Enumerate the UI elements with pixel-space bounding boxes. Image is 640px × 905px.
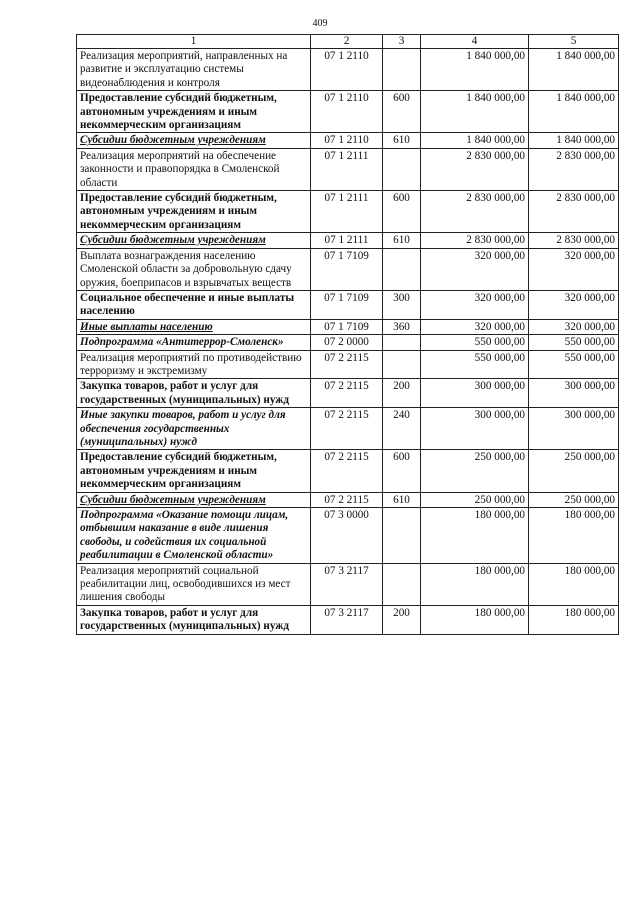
table-row xyxy=(77,563,619,605)
table-row xyxy=(77,319,619,334)
row-sum-cell: 2 830 000,00 xyxy=(529,191,619,233)
row-sum-cell: 250 000,00 xyxy=(529,450,619,492)
row-type-cell: 600 xyxy=(383,91,421,133)
row-name-cell: Подпрограмма «Антитеррор-Смоленск» xyxy=(77,335,311,350)
row-name-cell: Субсидии бюджетным учреждениям xyxy=(77,492,311,507)
row-sum-cell: 250 000,00 xyxy=(421,492,529,507)
row-type-cell: 610 xyxy=(383,233,421,248)
table-row xyxy=(77,233,619,248)
row-type-cell: 200 xyxy=(383,605,421,634)
table-row xyxy=(77,133,619,148)
row-sum-cell: 2 830 000,00 xyxy=(421,191,529,233)
header-col-2: 2 xyxy=(311,35,383,49)
row-type-cell xyxy=(383,49,421,91)
row-sum-cell: 2 830 000,00 xyxy=(421,233,529,248)
row-sum-cell: 250 000,00 xyxy=(421,450,529,492)
row-code-cell: 07 2 0000 xyxy=(311,335,383,350)
row-sum-cell: 320 000,00 xyxy=(421,290,529,319)
row-name-cell: Социальное обеспечение и иные выплаты населению xyxy=(77,290,311,319)
row-sum-cell: 1 840 000,00 xyxy=(529,133,619,148)
table-row xyxy=(77,350,619,379)
row-name-cell: Выплата вознаграждения населению Смоленской области за добровольную сдачу оружия, боеприпасов и взрывчатых веществ xyxy=(77,248,311,290)
row-code-cell: 07 2 2115 xyxy=(311,379,383,408)
table-row xyxy=(77,408,619,450)
header-col-3: 3 xyxy=(383,35,421,49)
row-code-cell: 07 2 2115 xyxy=(311,408,383,450)
row-sum-cell: 320 000,00 xyxy=(529,290,619,319)
header-col-1: 1 xyxy=(77,35,311,49)
row-type-cell: 360 xyxy=(383,319,421,334)
row-type-cell xyxy=(383,350,421,379)
row-sum-cell: 1 840 000,00 xyxy=(421,133,529,148)
row-sum-cell: 320 000,00 xyxy=(421,319,529,334)
budget-table xyxy=(76,34,619,635)
row-code-cell: 07 2 2115 xyxy=(311,450,383,492)
row-type-cell xyxy=(383,508,421,564)
row-code-cell: 07 1 2111 xyxy=(311,233,383,248)
row-type-cell: 300 xyxy=(383,290,421,319)
row-sum-cell: 300 000,00 xyxy=(529,379,619,408)
row-name-cell: Закупка товаров, работ и услуг для государственных (муниципальных) нужд xyxy=(77,605,311,634)
table-row xyxy=(77,492,619,507)
row-sum-cell: 550 000,00 xyxy=(529,350,619,379)
row-code-cell: 07 3 0000 xyxy=(311,508,383,564)
row-code-cell: 07 1 2111 xyxy=(311,191,383,233)
row-type-cell xyxy=(383,248,421,290)
table-row xyxy=(77,508,619,564)
row-code-cell: 07 1 2110 xyxy=(311,91,383,133)
table-row xyxy=(77,290,619,319)
row-sum-cell: 180 000,00 xyxy=(529,563,619,605)
row-type-cell: 610 xyxy=(383,492,421,507)
table-row xyxy=(77,49,619,91)
row-name-cell: Закупка товаров, работ и услуг для государственных (муниципальных) нужд xyxy=(77,379,311,408)
row-name-cell: Подпрограмма «Оказание помощи лицам, отбывшим наказание в виде лишения свободы, и содействия их социальной реабилитации в Смоленской области» xyxy=(77,508,311,564)
table-row xyxy=(77,450,619,492)
row-code-cell: 07 3 2117 xyxy=(311,563,383,605)
row-sum-cell: 1 840 000,00 xyxy=(529,49,619,91)
row-sum-cell: 1 840 000,00 xyxy=(421,91,529,133)
row-code-cell: 07 2 2115 xyxy=(311,492,383,507)
row-name-cell: Предоставление субсидий бюджетным, автономным учреждениям и иным некоммерческим организациям xyxy=(77,191,311,233)
row-sum-cell: 180 000,00 xyxy=(529,508,619,564)
row-type-cell xyxy=(383,563,421,605)
row-sum-cell: 550 000,00 xyxy=(529,335,619,350)
row-type-cell xyxy=(383,148,421,190)
row-name-cell: Субсидии бюджетным учреждениям xyxy=(77,233,311,248)
row-sum-cell: 300 000,00 xyxy=(421,379,529,408)
row-type-cell xyxy=(383,335,421,350)
table-row xyxy=(77,91,619,133)
row-name-cell: Реализация мероприятий на обеспечение законности и правопорядка в Смоленской области xyxy=(77,148,311,190)
row-code-cell: 07 1 2110 xyxy=(311,49,383,91)
row-type-cell: 610 xyxy=(383,133,421,148)
row-name-cell: Реализация мероприятий по противодействию терроризму и экстремизму xyxy=(77,350,311,379)
table-body xyxy=(77,49,619,635)
row-code-cell: 07 1 7109 xyxy=(311,290,383,319)
row-name-cell: Реализация мероприятий социальной реабилитации лиц, освободившихся из мест лишения свободы xyxy=(77,563,311,605)
row-type-cell: 200 xyxy=(383,379,421,408)
row-name-cell: Предоставление субсидий бюджетным, автономным учреждениям и иным некоммерческим организациям xyxy=(77,91,311,133)
row-sum-cell: 300 000,00 xyxy=(421,408,529,450)
row-sum-cell: 2 830 000,00 xyxy=(529,148,619,190)
row-code-cell: 07 1 2110 xyxy=(311,133,383,148)
table-header-row xyxy=(77,35,619,49)
row-sum-cell: 550 000,00 xyxy=(421,350,529,379)
row-type-cell: 600 xyxy=(383,191,421,233)
row-sum-cell: 180 000,00 xyxy=(421,563,529,605)
row-sum-cell: 320 000,00 xyxy=(421,248,529,290)
row-sum-cell: 250 000,00 xyxy=(529,492,619,507)
row-sum-cell: 2 830 000,00 xyxy=(529,233,619,248)
table-row xyxy=(77,379,619,408)
row-sum-cell: 180 000,00 xyxy=(529,605,619,634)
header-col-5: 5 xyxy=(529,35,619,49)
row-sum-cell: 320 000,00 xyxy=(529,319,619,334)
row-name-cell: Предоставление субсидий бюджетным, автономным учреждениям и иным некоммерческим организациям xyxy=(77,450,311,492)
row-sum-cell: 1 840 000,00 xyxy=(421,49,529,91)
row-sum-cell: 2 830 000,00 xyxy=(421,148,529,190)
row-sum-cell: 550 000,00 xyxy=(421,335,529,350)
row-sum-cell: 180 000,00 xyxy=(421,605,529,634)
table-row xyxy=(77,191,619,233)
row-type-cell: 240 xyxy=(383,408,421,450)
row-name-cell: Иные закупки товаров, работ и услуг для обеспечения государственных (муниципальных) нужд xyxy=(77,408,311,450)
table-row xyxy=(77,248,619,290)
row-sum-cell: 320 000,00 xyxy=(529,248,619,290)
table-row xyxy=(77,148,619,190)
header-col-4: 4 xyxy=(421,35,529,49)
row-code-cell: 07 1 7109 xyxy=(311,319,383,334)
table-row xyxy=(77,605,619,634)
row-sum-cell: 300 000,00 xyxy=(529,408,619,450)
row-name-cell: Иные выплаты населению xyxy=(77,319,311,334)
page-number: 409 xyxy=(312,18,328,29)
row-sum-cell: 1 840 000,00 xyxy=(529,91,619,133)
row-type-cell: 600 xyxy=(383,450,421,492)
row-name-cell: Реализация мероприятий, направленных на развитие и эксплуатацию системы видеонаблюдения и контроля xyxy=(77,49,311,91)
row-code-cell: 07 1 2111 xyxy=(311,148,383,190)
row-sum-cell: 180 000,00 xyxy=(421,508,529,564)
row-code-cell: 07 3 2117 xyxy=(311,605,383,634)
row-name-cell: Субсидии бюджетным учреждениям xyxy=(77,133,311,148)
table-row xyxy=(77,335,619,350)
row-code-cell: 07 2 2115 xyxy=(311,350,383,379)
row-code-cell: 07 1 7109 xyxy=(311,248,383,290)
